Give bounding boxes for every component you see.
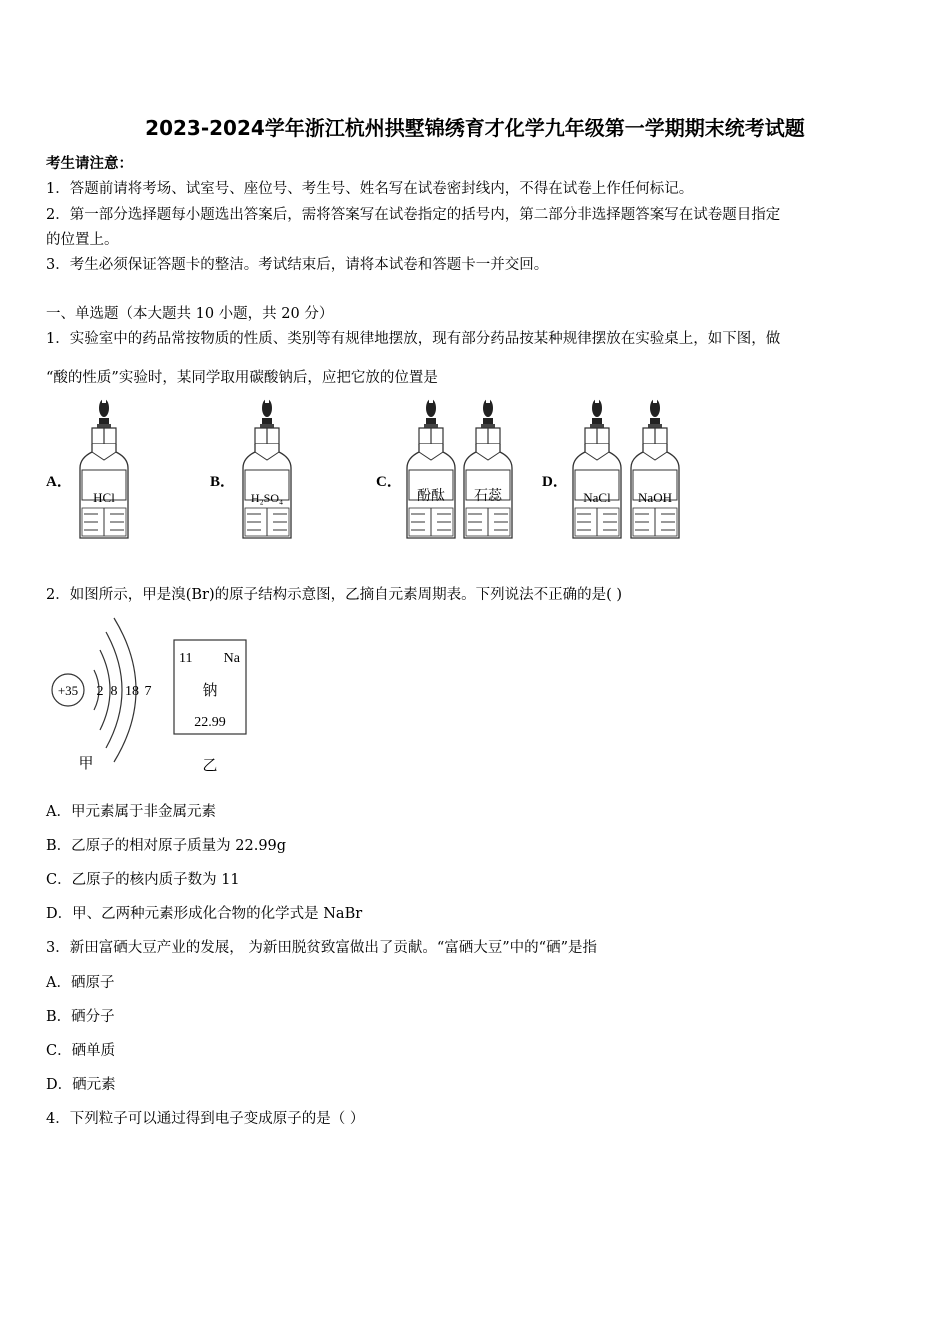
bottle-naoh (631, 399, 679, 538)
q1-stem-line1: 1．实验室中的药品常按物质的性质、类别等有规律地摆放，现有部分药品按某种规律摆放在实验桌上，如下图，做 (46, 331, 781, 347)
label-h2so4: H₂SO₄ (250, 491, 284, 505)
element-mass: 22.99 (194, 715, 226, 730)
notice-heading: 考生请注意： (46, 155, 133, 172)
q2-stem: 2．如图所示，甲是溴(Br)的原子结构示意图，乙摘自元素周期表。下列说法不正确的是( ) (46, 587, 623, 603)
q2-option-a: A．甲元素属于非金属元素 (46, 804, 216, 820)
shell-3-electrons: 18 (125, 684, 139, 699)
bottle-h2so4 (243, 399, 291, 538)
q2-figure (40, 612, 270, 780)
element-symbol: Na (223, 651, 240, 666)
bottle-hcl (80, 399, 128, 538)
q2-option-b: B．乙原子的相对原子质量为 22.99g (46, 838, 287, 854)
label-phenolphthalein: 酚酞 (417, 489, 445, 504)
option-d-letter: D． (542, 474, 568, 490)
q3-option-d: D．硒元素 (46, 1077, 116, 1093)
shell-4-electrons: 7 (144, 684, 152, 699)
page-title: 2023-2024学年浙江杭州拱墅锦绣育才化学九年级第一学期期末统考试题 (145, 116, 805, 140)
q1-stem-line2: “酸的性质”实验时，某同学取用碳酸钠后，应把它放的位置是 (46, 370, 438, 386)
label-naoh: NaOH (638, 490, 672, 505)
q3-option-c: C．硒单质 (46, 1043, 116, 1059)
notice-item-2-cont: 的位置上。 (46, 232, 119, 248)
option-a-letter: A． (46, 474, 72, 490)
bottle-litmus (464, 399, 512, 538)
nucleus-charge: +35 (57, 683, 79, 698)
notice-item-1: 1．答题前请将考场、试室号、座位号、考生号、姓名写在试卷密封线内，不得在试卷上作任何标记。 (46, 181, 694, 197)
label-nacl: NaCl (583, 490, 611, 505)
notice-item-3: 3．考生必须保证答题卡的整洁。考试结束后，请将本试卷和答题卡一并交回。 (46, 257, 549, 273)
shell-1-electrons: 2 (96, 684, 104, 699)
bottle-nacl (573, 399, 621, 538)
q3-option-a: A．硒原子 (46, 975, 115, 991)
q3-option-b: B．硒分子 (46, 1009, 115, 1025)
q3-stem: 3．新田富硒大豆产业的发展， 为新田脱贫致富做出了贡献。“富硒大豆”中的“硒”是指 (46, 940, 597, 956)
bottle-phenolphthalein (407, 399, 455, 538)
q2-option-d: D．甲、乙两种元素形成化合物的化学式是 NaBr (46, 906, 363, 922)
option-b-letter: B． (210, 474, 236, 490)
label-litmus: 石蕊 (474, 489, 502, 504)
atom-caption: 甲 (78, 756, 94, 772)
q1-bottles-figure (0, 390, 950, 550)
element-number: 11 (179, 651, 193, 666)
label-hcl: HCl (93, 490, 115, 505)
option-c-letter: C． (376, 474, 402, 490)
q2-option-c: C．乙原子的核内质子数为 11 (46, 872, 240, 888)
element-name: 钠 (202, 683, 218, 699)
q4-stem: 4．下列粒子可以通过得到电子变成原子的是（ ） (46, 1111, 365, 1127)
shell-2-electrons: 8 (110, 684, 118, 699)
section-heading: 一、单选题（本大题共 10 小题，共 20 分） (46, 306, 334, 322)
element-caption: 乙 (202, 758, 218, 774)
notice-item-2: 2．第一部分选择题每小题选出答案后，需将答案写在试卷指定的括号内，第二部分非选择题答案写在试卷题目指定 (46, 207, 781, 223)
